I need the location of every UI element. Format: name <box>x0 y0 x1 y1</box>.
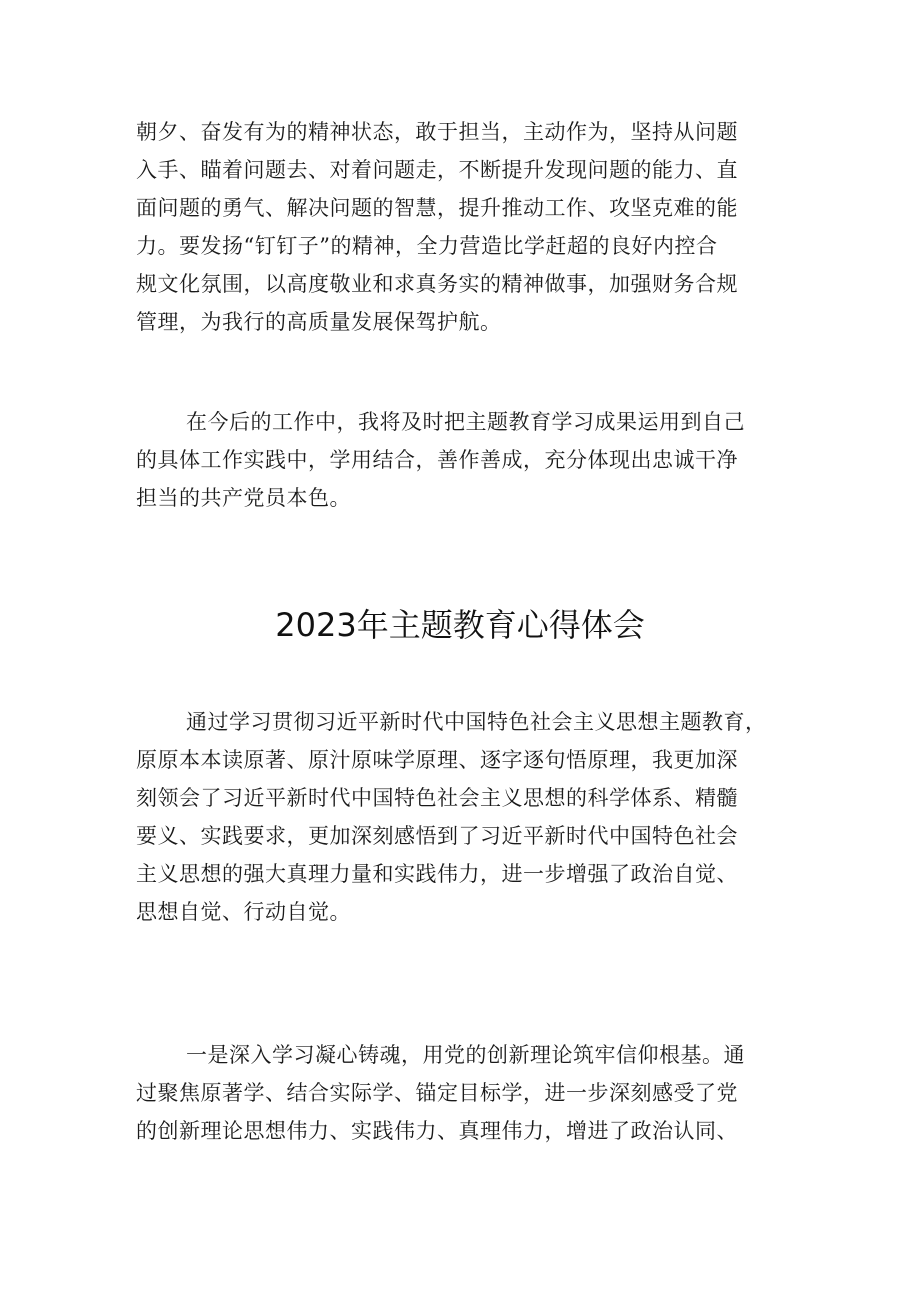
paragraph-line: 通过学习贯彻习近平新时代中国特色社会主义思想主题教育， <box>186 710 767 734</box>
document-title: 2023年主题教育心得体会 <box>275 606 645 644</box>
closing-paragraph <box>136 403 796 517</box>
paragraph-line: 朝夕、奋发有为的精神状态，敢于担当，主动作为，坚持从问题 <box>136 120 738 144</box>
paragraph-line: 过聚焦原著学、结合实际学、锚定目标学，进一步深刻感受了党 <box>136 1081 738 1105</box>
paragraph-line: 面问题的勇气、解决问题的智慧，提升推动工作、攻坚克难的能 <box>136 196 738 220</box>
paragraph-line: 的创新理论思想伟力、实践伟力、真理伟力，增进了政治认同、 <box>136 1119 738 1143</box>
paragraph-line: 管理，为我行的高质量发展保驾护航。 <box>136 310 502 334</box>
intro-paragraph <box>136 703 796 931</box>
paragraph-line: 主义思想的强大真理力量和实践伟力，进一步增强了政治自觉、 <box>136 862 738 886</box>
paragraph-line: 入手、瞄着问题去、对着问题走，不断提升发现问题的能力、直 <box>136 158 738 182</box>
paragraph-line: 刻领会了习近平新时代中国特色社会主义思想的科学体系、精髓 <box>136 786 738 810</box>
paragraph-line: 要义、实践要求，更加深刻感悟到了习近平新时代中国特色社会 <box>136 824 738 848</box>
paragraph-line: 的具体工作实践中，学用结合，善作善成，充分体现出忠诚干净 <box>136 448 738 472</box>
paragraph-line: 思想自觉、行动自觉。 <box>136 900 351 924</box>
paragraph-line: 一是深入学习凝心铸魂，用党的创新理论筑牢信仰根基。通 <box>186 1043 745 1067</box>
point-one-paragraph <box>136 1036 796 1150</box>
paragraph-line: 原原本本读原著、原汁原味学原理、逐字逐句悟原理，我更加深 <box>136 748 738 772</box>
paragraph-line: 在今后的工作中，我将及时把主题教育学习成果运用到自己 <box>186 410 745 434</box>
paragraph-line: 规文化氛围，以高度敬业和求真务实的精神做事，加强财务合规 <box>136 272 738 296</box>
continuation-paragraph <box>136 113 796 341</box>
paragraph-line: 担当的共产党员本色。 <box>136 486 351 510</box>
paragraph-line: 力。要发扬“钉钉子”的精神，全力营造比学赶超的良好内控合 <box>136 234 718 258</box>
